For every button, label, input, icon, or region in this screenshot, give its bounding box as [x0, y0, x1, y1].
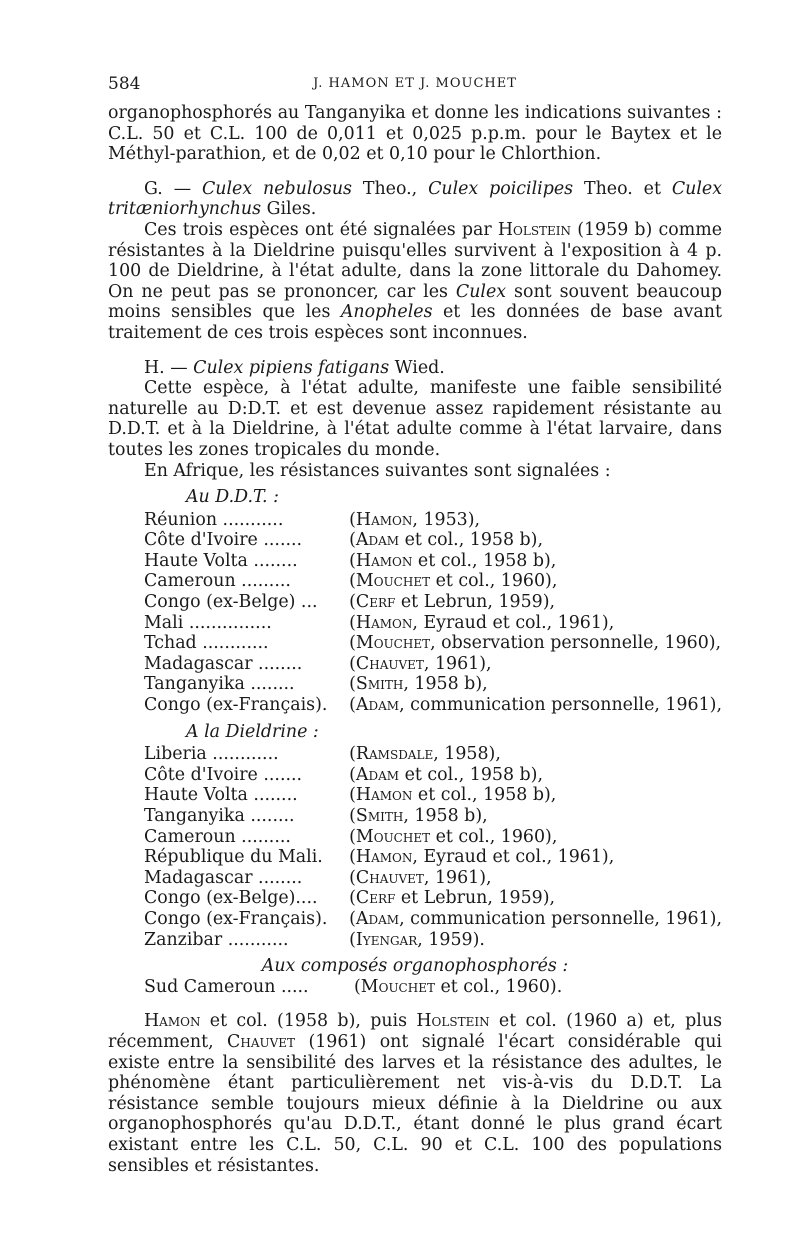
country-cell: Mali ...............	[144, 612, 272, 633]
author-name: Hamon	[355, 612, 413, 633]
country-cell: Tchad ............	[144, 633, 269, 654]
author-name: Mouchet	[360, 976, 435, 997]
country-cell: Tanganyika ........	[144, 806, 295, 826]
reference-cell: (Chauvet, 1961),	[349, 653, 492, 674]
country-cell: Haute Volta ........	[144, 785, 298, 806]
list-ddt-heading: Au D.D.T. :	[186, 487, 279, 508]
reference-cell: (Mouchet et col., 1960),	[349, 571, 558, 592]
list-row	[144, 571, 722, 592]
reference-cell: (Mouchet, observation personnelle, 1960),	[349, 633, 722, 654]
reference-cell: (Hamon, Eyraud et col., 1961),	[349, 847, 615, 868]
reference-cell: (Hamon et col., 1958 b),	[349, 550, 557, 571]
country-cell: Haute Volta ........	[144, 550, 298, 571]
reference-detail: et col., 1960).	[434, 976, 563, 997]
author-name: Chauvet	[355, 867, 424, 888]
list-ddt-table	[144, 510, 722, 716]
country-cell: République du Mali.	[144, 847, 323, 868]
reference-detail: , 1958 b),	[403, 674, 488, 695]
author-name: Smith	[355, 674, 404, 695]
country-cell: Congo (ex-Belge)....	[144, 888, 318, 909]
reference-detail: et Lebrun, 1959),	[395, 888, 556, 909]
reference-cell: (Iyengar, 1959).	[349, 929, 485, 950]
list-row	[144, 674, 722, 695]
list-row	[144, 695, 722, 716]
country-cell: Madagascar ........	[144, 867, 303, 888]
reference-detail: et Lebrun, 1959),	[395, 592, 556, 613]
list-row	[144, 510, 722, 531]
reference-detail: , Eyraud et col., 1961),	[412, 847, 615, 868]
author-name: Mouchet	[355, 826, 431, 847]
section-g-paragraph: Ces trois espèces ont été signalées par Holstein (1959 b) comme résistantes à la Dieldrine puisqu'elles survivent à l'exposition à 4 p. 100 de Dieldrine, à l'état adulte, dans la zone littorale du Dahomey. On ne peut pas se prononcer, car les Culex sont souvent beaucoup moins sensibles que les Anopheles et les données de base avant traitement de ces trois espèces sont inconnues.	[108, 219, 723, 343]
list-row	[144, 806, 722, 827]
country-cell: Madagascar ........	[144, 653, 303, 674]
list-row	[144, 654, 722, 675]
list-row	[144, 888, 722, 909]
reference-cell: (Hamon, Eyraud et col., 1961),	[349, 612, 615, 633]
reference-cell: (Chauvet, 1961),	[349, 867, 492, 888]
reference-detail: et col., 1958 b),	[412, 785, 557, 806]
list-row	[144, 744, 722, 765]
section-h-paragraph-1: Cette espèce, à l'état adulte, manifeste une faible sensibilité naturelle au D:D.T. et est devenue assez rapidement résistante au D.D.T. et à la Dieldrine, à l'état adulte comme à l'état larvaire, dans toutes les zones tropicales du monde.	[108, 378, 722, 460]
page-body	[108, 103, 722, 1176]
reference-cell: (Ramsdale, 1958),	[349, 744, 501, 765]
list-row	[144, 592, 722, 613]
reference-cell: (Adam et col., 1958 b),	[349, 764, 543, 785]
reference-detail: , 1958),	[433, 744, 501, 765]
author-name: Hamon	[355, 550, 413, 571]
section-g-heading: G. — Culex nebulosus Theo., Culex poicilipes Theo. et Culex tritæniorhynchus Giles.	[108, 178, 722, 220]
author-name: Ramsdale	[355, 744, 434, 765]
reference-detail: , communication personnelle, 1961),	[399, 908, 722, 929]
reference-cell: (Mouchet et col., 1960).	[354, 976, 563, 997]
list-row	[144, 868, 722, 889]
page-number: 584	[108, 74, 141, 94]
reference-cell: (Smith, 1958 b),	[349, 806, 488, 826]
list-row	[144, 551, 722, 572]
reference-cell: (Adam, communication personnelle, 1961),	[349, 695, 722, 716]
reference-detail: , 1959).	[417, 929, 485, 950]
author-name: Smith	[355, 806, 404, 826]
reference-detail: , 1961),	[423, 867, 492, 888]
reference-detail: , observation personnelle, 1960),	[430, 633, 722, 654]
author-name: Cerf	[355, 888, 396, 909]
author-name: Iyengar	[355, 929, 418, 950]
reference-detail: et col., 1960),	[430, 571, 558, 592]
country-cell: Congo (ex-Belge) ...	[144, 592, 318, 613]
list-dieldrine-heading: A la Dieldrine :	[186, 721, 319, 742]
country-cell: Cameroun .........	[144, 826, 291, 847]
list-row	[144, 930, 722, 951]
list-dieldrine-table	[144, 744, 722, 950]
reference-cell: (Adam et col., 1958 b),	[349, 530, 543, 551]
author-name: Hamon	[355, 785, 413, 806]
country-cell: Sud Cameroun .....	[144, 976, 309, 997]
reference-cell: (Cerf et Lebrun, 1959),	[349, 888, 556, 909]
author-name: Adam	[355, 764, 400, 785]
reference-cell: (Hamon, 1953),	[349, 509, 481, 530]
list-row	[144, 847, 722, 868]
reference-cell: (Mouchet et col., 1960),	[349, 826, 558, 847]
country-cell: Congo (ex-Français).	[144, 695, 328, 716]
list-row	[144, 977, 562, 998]
author-name: Adam	[355, 908, 400, 929]
list-row	[144, 785, 722, 806]
list-row	[144, 765, 722, 786]
author-name: Chauvet	[355, 653, 424, 674]
country-cell: Tanganyika ........	[144, 674, 295, 695]
reference-cell: (Hamon et col., 1958 b),	[349, 785, 557, 806]
list-row	[144, 633, 722, 654]
list-row	[144, 827, 722, 848]
country-cell: Cameroun .........	[144, 571, 291, 592]
author-name: Mouchet	[355, 571, 431, 592]
list-row	[144, 530, 722, 551]
reference-detail: , 1961),	[423, 653, 492, 674]
final-paragraph: Hamon et col. (1958 b), puis Holstein et col. (1960 a) et, plus récemment, Chauvet (1961) ont signalé l'écart considérable qui existe entre la sensibilité des larves et la résistance des adultes, le phénomène étant particulièrement net vis-à-vis du D.D.T. La résistance semble toujours mieux définie à la Dieldrine ou aux organophosphorés qu'au D.D.T., étant donné le plus grand écart existant entre les C.L. 50, C.L. 90 et C.L. 100 des populations sensibles et résistantes.	[108, 1011, 722, 1176]
running-title: J. HAMON ET J. MOUCHET	[313, 76, 517, 91]
list-organo-table	[144, 977, 562, 998]
reference-cell: (Cerf et Lebrun, 1959),	[349, 592, 556, 613]
country-cell: Côte d'Ivoire .......	[144, 530, 303, 551]
reference-detail: et col., 1958 b),	[412, 550, 557, 571]
reference-detail: , communication personnelle, 1961),	[399, 695, 722, 716]
section-h-heading: H. — Culex pipiens fatigans Wied.	[144, 357, 445, 378]
country-cell: Zanzibar ...........	[144, 929, 289, 950]
author-name: Mouchet	[355, 633, 431, 654]
page-header	[108, 74, 722, 96]
country-cell: Liberia ............	[144, 744, 279, 765]
country-cell: Réunion ...........	[144, 509, 284, 530]
list-row	[144, 909, 722, 930]
author-name: Cerf	[355, 592, 396, 613]
reference-detail: et col., 1960),	[430, 826, 558, 847]
author-name: Hamon	[355, 509, 413, 530]
reference-cell: (Adam, communication personnelle, 1961),	[349, 908, 722, 929]
country-cell: Côte d'Ivoire .......	[144, 764, 303, 785]
country-cell: Congo (ex-Français).	[144, 908, 328, 929]
list-row	[144, 613, 722, 634]
list-organo-heading: Aux composés organophosphorés :	[261, 956, 569, 977]
reference-detail: , Eyraud et col., 1961),	[412, 612, 615, 633]
section-h-paragraph-2: En Afrique, les résistances suivantes sont signalées :	[144, 460, 611, 481]
reference-cell: (Smith, 1958 b),	[349, 674, 488, 695]
author-name: Hamon	[355, 847, 413, 868]
reference-detail: , 1953),	[412, 509, 481, 530]
author-name: Adam	[355, 695, 400, 716]
reference-detail: et col., 1958 b),	[399, 764, 543, 785]
intro-paragraph: organophosphorés au Tanganyika et donne les indications suivantes : C.L. 50 et C.L. 100 de 0,011 et 0,025 p.p.m. pour le Baytex et le Méthyl-parathion, et de 0,02 et 0,10 pour le Chlorthion.	[108, 103, 722, 165]
reference-detail: , 1958 b),	[403, 806, 488, 826]
reference-detail: et col., 1958 b),	[399, 530, 543, 551]
author-name: Adam	[355, 530, 400, 551]
